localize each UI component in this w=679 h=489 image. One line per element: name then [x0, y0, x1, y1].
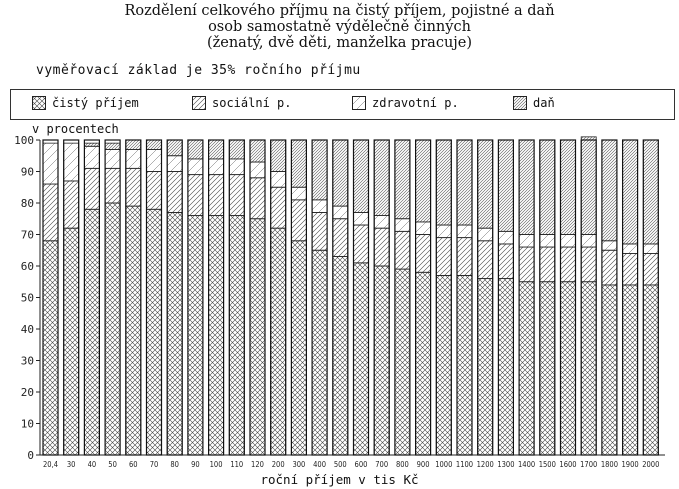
bar-segment-net-income — [250, 219, 265, 455]
bar-segment-tax — [333, 140, 348, 206]
bar-segment-tax — [416, 140, 431, 222]
bar-segment-health — [312, 200, 327, 213]
bar-group — [540, 140, 555, 455]
x-tick-label: 80 — [170, 460, 179, 469]
bar-group — [561, 140, 576, 455]
y-axis-label: v procentech — [32, 122, 119, 136]
x-tick-label: 1800 — [600, 460, 618, 469]
bar-segment-tax — [147, 140, 162, 149]
bar-segment-health — [561, 235, 576, 248]
x-tick-label: 90 — [191, 460, 200, 469]
bar-segment-net-income — [147, 209, 162, 455]
bar-segment-tax — [312, 140, 327, 200]
bar-group — [312, 140, 327, 455]
bar-segment-social — [457, 238, 472, 276]
x-tick-label: 50 — [108, 460, 117, 469]
x-tick-label: 110 — [230, 460, 244, 469]
bar-segment-net-income — [291, 241, 306, 455]
bar-segment-social — [312, 212, 327, 250]
x-tick-label: 120 — [251, 460, 264, 469]
bar-segment-net-income — [416, 272, 431, 455]
x-tick-label: 300 — [292, 460, 306, 469]
bar-segment-health — [147, 149, 162, 171]
bar-segment-net-income — [84, 209, 99, 455]
bar-segment-social — [478, 241, 493, 279]
bar-group — [602, 140, 617, 455]
x-tick-label: 60 — [129, 460, 138, 469]
x-tick-label: 1200 — [476, 460, 494, 469]
bar-group — [354, 140, 369, 455]
bar-segment-social — [147, 172, 162, 210]
x-tick-label: 600 — [354, 460, 368, 469]
bar-segment-net-income — [374, 266, 389, 455]
bar-segment-tax — [209, 140, 224, 159]
x-tick-label: 200 — [271, 460, 285, 469]
bar-segment-social — [84, 168, 99, 209]
bar-segment-net-income — [126, 206, 141, 455]
bar-group — [271, 140, 286, 455]
bar-segment-net-income — [561, 282, 576, 455]
y-tick-label: 70 — [20, 228, 34, 242]
bar-group — [84, 140, 99, 455]
bar-segment-health — [209, 159, 224, 175]
bar-segment-tax — [354, 140, 369, 212]
bar-segment-social — [271, 187, 286, 228]
bar-segment-net-income — [643, 285, 658, 455]
bar-segment-social — [229, 175, 244, 216]
bar-segment-health — [84, 146, 99, 168]
bar-segment-health — [354, 212, 369, 225]
bar-segment-net-income — [64, 228, 79, 455]
bar-segment-net-income — [312, 250, 327, 455]
bar-segment-health — [457, 225, 472, 238]
bar-segment-health — [333, 206, 348, 219]
bar-segment-social — [250, 178, 265, 219]
x-tick-label: 2000 — [642, 460, 660, 469]
bar-group — [457, 140, 472, 455]
bar-group — [436, 140, 451, 455]
bar-segment-health — [229, 159, 244, 175]
bar-segment-social — [623, 253, 638, 285]
bar-group — [519, 140, 534, 455]
bar-group — [43, 140, 58, 455]
bar-segment-tax — [498, 140, 513, 231]
bar-segment-tax — [436, 140, 451, 225]
bar-segment-social — [209, 175, 224, 216]
bar-segment-tax — [519, 140, 534, 235]
bar-segment-tax — [395, 140, 410, 219]
bar-group — [498, 140, 513, 455]
bar-segment-health — [623, 244, 638, 253]
bar-segment-health — [250, 162, 265, 178]
bar-group — [478, 140, 493, 455]
bar-segment-tax — [581, 137, 596, 235]
bar-segment-health — [540, 235, 555, 248]
bar-segment-tax — [188, 140, 203, 159]
bar-segment-social — [374, 228, 389, 266]
bar-segment-net-income — [540, 282, 555, 455]
bar-segment-net-income — [581, 282, 596, 455]
bar-segment-net-income — [602, 285, 617, 455]
bar-group — [188, 140, 203, 455]
bar-segment-social — [561, 247, 576, 282]
bar-segment-social — [602, 250, 617, 285]
bar-segment-health — [602, 241, 617, 250]
x-tick-label: 1400 — [518, 460, 536, 469]
x-tick-label: 1000 — [435, 460, 453, 469]
bar-segment-social — [167, 172, 182, 213]
bar-segment-net-income — [43, 241, 58, 455]
bar-segment-tax — [623, 140, 638, 244]
y-tick-label: 100 — [14, 134, 34, 147]
bar-segment-tax — [478, 140, 493, 228]
bar-segment-health — [374, 216, 389, 229]
bar-segment-net-income — [519, 282, 534, 455]
y-tick-label: 60 — [20, 260, 34, 273]
y-tick-label: 0 — [27, 449, 34, 462]
assessment-base-note: vyměřovací základ je 35% ročního příjmu — [36, 63, 361, 78]
bar-segment-net-income — [457, 275, 472, 455]
bar-segment-social — [416, 235, 431, 273]
bar-segment-health — [498, 231, 513, 244]
bar-segment-social — [105, 168, 120, 203]
bar-segment-health — [271, 172, 286, 188]
bar-segment-social — [519, 247, 534, 282]
bar-segment-tax — [250, 140, 265, 162]
legend-label-tax: daň — [533, 96, 555, 110]
bar-segment-net-income — [436, 275, 451, 455]
bar-segment-social — [581, 247, 596, 282]
y-tick-label: 30 — [20, 354, 34, 368]
bar-segment-net-income — [229, 216, 244, 455]
bar-segment-health — [436, 225, 451, 238]
x-tick-label: 400 — [313, 460, 327, 469]
bar-segment-social — [436, 238, 451, 276]
bar-segment-net-income — [478, 279, 493, 455]
bar-segment-social — [643, 253, 658, 285]
x-tick-label: 900 — [416, 460, 430, 469]
y-tick-label: 40 — [20, 323, 34, 336]
x-tick-label: 40 — [87, 460, 97, 469]
x-tick-label: 700 — [375, 460, 389, 469]
bar-group — [374, 140, 389, 455]
x-tick-label: 800 — [395, 460, 409, 469]
bar-segment-net-income — [105, 203, 120, 455]
bar-group — [416, 140, 431, 455]
bar-segment-net-income — [395, 269, 410, 455]
x-tick-label: 500 — [333, 460, 347, 469]
bar-group — [250, 140, 265, 455]
bar-segment-health — [188, 159, 203, 175]
x-tick-label: 1700 — [580, 460, 598, 469]
chart-title-line-3: (ženatý, dvě děti, manželka pracuje) — [206, 35, 473, 51]
legend-label-health: zdravotní p. — [372, 96, 459, 110]
bar-segment-tax — [643, 140, 658, 244]
x-tick-label: 1500 — [538, 460, 556, 469]
bar-segment-tax — [229, 140, 244, 159]
bar-segment-health — [105, 149, 120, 168]
bar-group — [126, 140, 141, 455]
bar-segment-tax — [84, 143, 99, 146]
bar-segment-social — [188, 175, 203, 216]
bar-segment-social — [540, 247, 555, 282]
x-tick-label: 1100 — [455, 460, 474, 469]
x-tick-label: 100 — [209, 460, 223, 469]
bar-group — [209, 140, 224, 455]
bar-segment-tax — [126, 140, 141, 149]
bar-segment-health — [416, 222, 431, 235]
bar-group — [229, 140, 244, 455]
bar-segment-net-income — [354, 263, 369, 455]
bar-segment-tax — [105, 143, 120, 149]
x-tick-label: 1900 — [621, 460, 639, 469]
x-tick-label: 1600 — [559, 460, 577, 469]
bar-segment-social — [126, 168, 141, 206]
bar-segment-health — [43, 143, 58, 184]
bar-group — [581, 137, 596, 455]
y-tick-label: 50 — [20, 291, 34, 305]
bar-segment-net-income — [209, 216, 224, 455]
chart-title-line-2: osob samostatně výdělečně činných — [208, 19, 471, 35]
x-tick-label: 70 — [149, 460, 159, 469]
bar-segment-net-income — [498, 279, 513, 455]
bar-group — [395, 140, 410, 455]
bar-segment-tax — [602, 140, 617, 241]
legend-label-net-income: čistý příjem — [52, 96, 139, 110]
bar-segment-health — [167, 156, 182, 172]
bar-segment-tax — [271, 140, 286, 172]
y-tick-label: 20 — [20, 386, 34, 399]
bar-group — [167, 140, 182, 455]
y-tick-label: 90 — [20, 165, 34, 179]
bar-segment-social — [498, 244, 513, 279]
bar-group — [147, 140, 162, 455]
bar-segment-tax — [540, 140, 555, 235]
x-axis-label: roční příjem v tis Kč — [260, 472, 419, 487]
legend-label-social: sociální p. — [212, 96, 292, 110]
bar-segment-tax — [167, 140, 182, 156]
bar-group — [64, 140, 79, 455]
bar-segment-social — [64, 181, 79, 228]
bar-segment-net-income — [271, 228, 286, 455]
bar-segment-net-income — [167, 212, 182, 455]
bar-group — [105, 140, 120, 455]
bar-segment-health — [64, 143, 79, 181]
chart-title-line-1: Rozdělení celkového příjmu na čistý příjem, pojistné a daň — [124, 3, 555, 19]
bar-segment-social — [291, 200, 306, 241]
bar-segment-tax — [561, 140, 576, 235]
bar-group — [623, 140, 638, 455]
bar-segment-health — [291, 187, 306, 200]
y-tick-label: 10 — [20, 417, 34, 431]
bar-segment-health — [395, 219, 410, 232]
x-tick-label: 30 — [66, 460, 76, 469]
bar-segment-health — [519, 235, 534, 248]
bar-segment-health — [581, 235, 596, 248]
x-tick-label: 1300 — [497, 460, 515, 469]
x-tick-label: 20,4 — [42, 460, 59, 469]
bar-segment-tax — [457, 140, 472, 225]
bar-group — [333, 140, 348, 455]
bar-segment-net-income — [188, 216, 203, 455]
bar-segment-health — [126, 149, 141, 168]
bar-group — [291, 140, 306, 455]
bar-segment-tax — [374, 140, 389, 216]
bar-segment-net-income — [623, 285, 638, 455]
bar-segment-social — [354, 225, 369, 263]
bar-segment-net-income — [333, 257, 348, 455]
bar-segment-social — [333, 219, 348, 257]
bar-segment-social — [395, 231, 410, 269]
bar-group — [643, 140, 658, 455]
bar-segment-health — [643, 244, 658, 253]
bar-segment-tax — [291, 140, 306, 187]
bar-segment-health — [478, 228, 493, 241]
bar-segment-social — [43, 184, 58, 241]
y-tick-label: 80 — [20, 197, 34, 210]
